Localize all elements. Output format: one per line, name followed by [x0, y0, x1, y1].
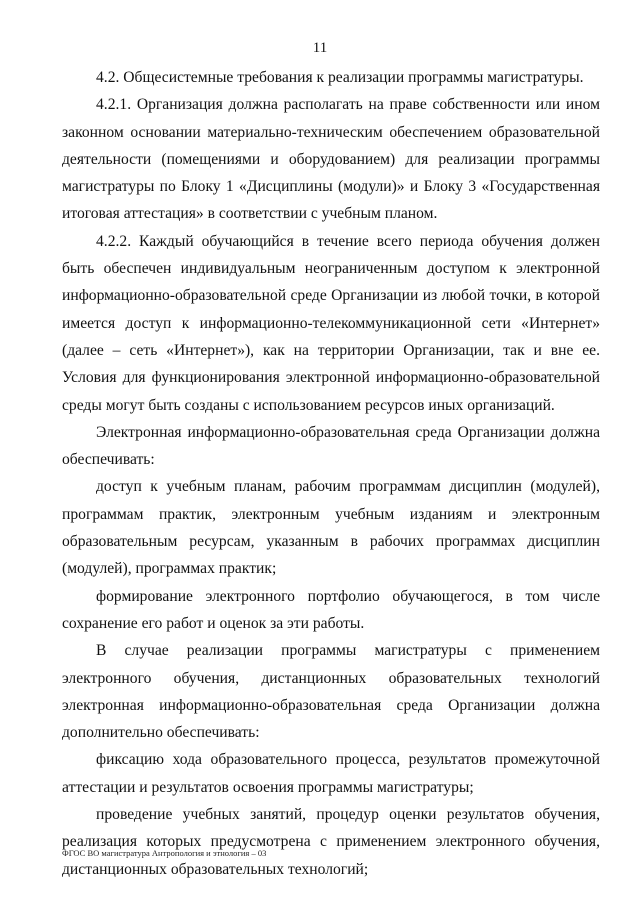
- list-item: формирование электронного портфолио обучающегося, в том числе сохранение его работ и оценок за эти работы.: [62, 587, 600, 632]
- document-body: [62, 64, 600, 883]
- page-number: 11: [312, 40, 328, 56]
- list-item: проведение учебных занятий, процедур оценки результатов обучения, реализация которых предусмотрена с применением электронного обучения, дистанционных образовательных технологий;: [62, 806, 600, 878]
- section-heading: 4.2. Общесистемные требования к реализации программы магистратуры.: [96, 69, 584, 86]
- paragraph: В случае реализации программы магистратуры с применением электронного обучения, дистанционных образовательных технологий электронная информационно-образовательная среда Организации должна дополнительно обеспечивать:: [62, 642, 600, 742]
- paragraph: 4.2.2. Каждый обучающийся в течение всего периода обучения должен быть обеспечен индивидуальным неограниченным доступом к электронной информационно-образовательной среде Организации из любой точки, в которой имеется доступ к информационно-телекоммуникационной сети «Интернет» (далее – сеть «Интернет»), как на территории Организации, так и вне ее. Условия для функционирования электронной информационно-образовательной среды могут быть созданы с использованием ресурсов иных организаций.: [62, 232, 600, 414]
- paragraph: 4.2.1. Организация должна располагать на праве собственности или ином законном основании материально-техническим обеспечением образовательной деятельности (помещениями и оборудованием) для реализации программы магистратуры по Блоку 1 «Дисциплины (модули)» и Блоку 3 «Государственная итоговая аттестация» в соответствии с учебным планом.: [62, 96, 600, 223]
- list-item: доступ к учебным планам, рабочим программам дисциплин (модулей), программам практик, электронным учебным изданиям и электронным образовательным ресурсам, указанным в рабочих программах дисциплин (модулей), программах практик;: [62, 478, 600, 578]
- paragraph: Электронная информационно-образовательная среда Организации должна обеспечивать:: [62, 423, 600, 469]
- footer-note: ФГОС ВО магистратура Антропология и этнология – 03: [62, 848, 267, 858]
- list-item: фиксацию хода образовательного процесса, результатов промежуточной аттестации и результатов освоения программы магистратуры;: [62, 751, 600, 796]
